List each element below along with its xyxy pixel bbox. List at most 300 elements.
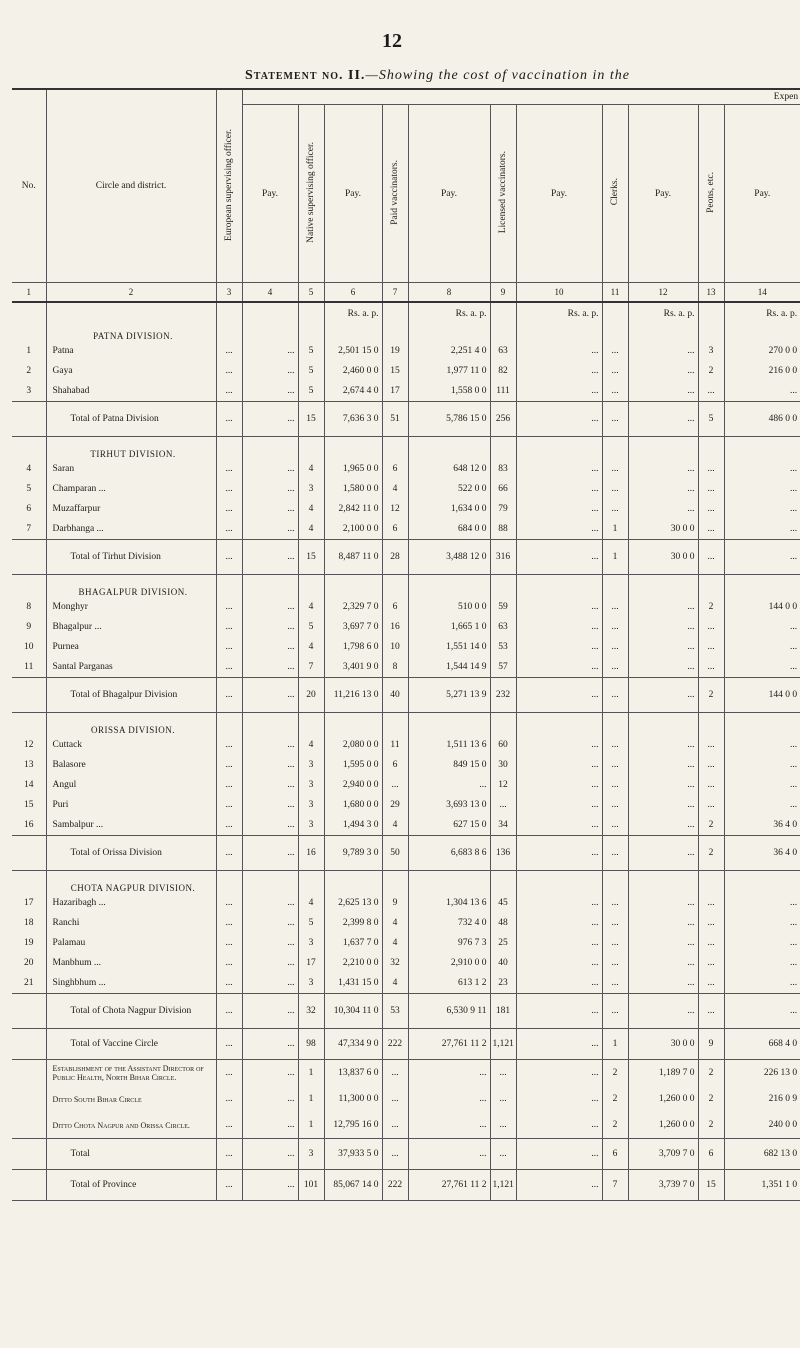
row-number: 21 (24, 978, 34, 988)
value-c11: 2 (602, 1060, 628, 1087)
value-c6: 12,795 16 0 (324, 1112, 382, 1139)
empty-cell (382, 575, 408, 598)
empty-cell (408, 575, 490, 598)
unit-label: Rs. a. p. (516, 302, 602, 319)
value-c12: ... (628, 953, 698, 973)
empty-cell (602, 871, 628, 894)
value-c9: 30 (490, 755, 516, 775)
value-c9: 60 (490, 735, 516, 755)
value-c8: 5,786 15 0 (408, 402, 490, 437)
value-c3: ... (216, 1086, 242, 1112)
value-c5: 5 (298, 361, 324, 381)
value-c5: 7 (298, 657, 324, 678)
value-c5: 16 (298, 836, 324, 871)
value-c7: 222 (382, 1170, 408, 1201)
value-c10: ... (516, 994, 602, 1029)
value-c3: ... (216, 775, 242, 795)
province-total-row (12, 1170, 800, 1201)
value-c8: 522 0 0 (408, 479, 490, 499)
value-c12: ... (628, 815, 698, 836)
value-c14: ... (724, 755, 800, 775)
value-c6: 9,789 3 0 (324, 836, 382, 871)
value-c14: ... (724, 973, 800, 994)
value-c12: ... (628, 795, 698, 815)
column-number: 2 (46, 283, 216, 303)
value-c5: 3 (298, 795, 324, 815)
value-c6: 2,940 0 0 (324, 775, 382, 795)
empty-cell (602, 713, 628, 736)
value-c7: 16 (382, 617, 408, 637)
row-number: 14 (24, 780, 34, 790)
value-c8: ... (408, 1112, 490, 1139)
empty-cell (242, 713, 298, 736)
row-number (12, 1112, 46, 1139)
empty-cell (602, 319, 628, 341)
value-c8: 684 0 0 (408, 519, 490, 540)
value-c4: ... (242, 933, 298, 953)
value-c4: ... (242, 657, 298, 678)
value-c10: ... (516, 933, 602, 953)
district-name: Total of Orissa Division (46, 836, 216, 871)
value-c14: ... (724, 617, 800, 637)
value-c4: ... (242, 1139, 298, 1170)
row-number (12, 871, 46, 894)
row-number (12, 402, 46, 437)
value-c8: 1,551 14 0 (408, 637, 490, 657)
value-c8: 2,251 4 0 (408, 341, 490, 361)
district-row (12, 953, 800, 973)
division-heading-row (12, 437, 800, 460)
empty-cell (242, 871, 298, 894)
row-number: 16 (24, 820, 34, 830)
row-number (12, 437, 46, 460)
value-c12: ... (628, 459, 698, 479)
district-row (12, 479, 800, 499)
value-c6: 1,580 0 0 (324, 479, 382, 499)
value-c7: 53 (382, 994, 408, 1029)
value-c9: 23 (490, 973, 516, 994)
value-c8: 732 4 0 (408, 913, 490, 933)
value-c7: 29 (382, 795, 408, 815)
value-c7: 8 (382, 657, 408, 678)
district-name: Champaran ... (46, 479, 216, 499)
column-number: 10 (516, 283, 602, 303)
value-c4: ... (242, 775, 298, 795)
value-c7: 51 (382, 402, 408, 437)
value-c5: 15 (298, 402, 324, 437)
value-c14: 240 0 0 (724, 1112, 800, 1139)
value-c12: ... (628, 994, 698, 1029)
value-c8: 613 1 2 (408, 973, 490, 994)
header-expenditure: Expen (242, 89, 800, 105)
header-native-officer: Native supervising officer. (298, 105, 324, 283)
value-c8: ... (408, 1086, 490, 1112)
value-c6: 2,329 7 0 (324, 597, 382, 617)
empty-cell (382, 713, 408, 736)
empty-cell (724, 871, 800, 894)
row-number (12, 713, 46, 736)
district-row (12, 499, 800, 519)
district-name: Purnea (46, 637, 216, 657)
value-c11: ... (602, 953, 628, 973)
value-c11: ... (602, 913, 628, 933)
value-c8: 27,761 11 2 (408, 1029, 490, 1060)
value-c9: 136 (490, 836, 516, 871)
value-c4: ... (242, 973, 298, 994)
value-c10: ... (516, 1029, 602, 1060)
value-c12: ... (628, 657, 698, 678)
empty-cell (724, 575, 800, 598)
value-c8: 976 7 3 (408, 933, 490, 953)
value-c11: ... (602, 402, 628, 437)
value-c12: 3,739 7 0 (628, 1170, 698, 1201)
value-c6: 2,501 15 0 (324, 341, 382, 361)
value-c5: 4 (298, 499, 324, 519)
value-c9: 63 (490, 341, 516, 361)
empty-cell (698, 713, 724, 736)
district-row (12, 381, 800, 402)
unit-label: Rs. a. p. (628, 302, 698, 319)
row-number: 6 (26, 504, 32, 514)
value-c13: ... (698, 499, 724, 519)
empty-cell (628, 713, 698, 736)
value-c6: 47,334 9 0 (324, 1029, 382, 1060)
value-c3: ... (216, 459, 242, 479)
value-c10: ... (516, 678, 602, 713)
value-c12: 1,260 0 0 (628, 1086, 698, 1112)
unit-label: Rs. a. p. (408, 302, 490, 319)
value-c10: ... (516, 1170, 602, 1201)
value-c10: ... (516, 479, 602, 499)
value-c13: 2 (698, 1086, 724, 1112)
empty-cell (724, 437, 800, 460)
value-c3: ... (216, 755, 242, 775)
value-c6: 2,625 13 0 (324, 893, 382, 913)
establishment-row (12, 1086, 800, 1112)
value-c7: ... (382, 775, 408, 795)
value-c11: ... (602, 973, 628, 994)
empty-cell (602, 575, 628, 598)
district-name: Shahabad (46, 381, 216, 402)
empty-cell (490, 713, 516, 736)
row-number (12, 1060, 46, 1087)
value-c3: ... (216, 973, 242, 994)
value-c9: 256 (490, 402, 516, 437)
value-c11: ... (602, 381, 628, 402)
value-c7: 4 (382, 973, 408, 994)
row-number: 2 (26, 366, 32, 376)
value-c8: 1,544 14 9 (408, 657, 490, 678)
value-c5: 5 (298, 617, 324, 637)
value-c7: ... (382, 1112, 408, 1139)
value-c4: ... (242, 836, 298, 871)
empty-cell (216, 437, 242, 460)
value-c3: ... (216, 540, 242, 575)
district-name: Establishment of the Assistant Director of Public Health, North Bihar Circle. (46, 1060, 216, 1087)
value-c3: ... (216, 913, 242, 933)
value-c14: ... (724, 775, 800, 795)
value-c5: 5 (298, 381, 324, 402)
unit-label: Rs. a. p. (724, 302, 800, 319)
value-c4: ... (242, 1112, 298, 1139)
division-total-row (12, 678, 800, 713)
value-c14: ... (724, 893, 800, 913)
value-c9: 181 (490, 994, 516, 1029)
value-c9: ... (490, 1112, 516, 1139)
value-c12: ... (628, 479, 698, 499)
value-c14: ... (724, 933, 800, 953)
district-row (12, 893, 800, 913)
value-c13: 3 (698, 341, 724, 361)
value-c3: ... (216, 735, 242, 755)
empty-cell (408, 319, 490, 341)
value-c3: ... (216, 479, 242, 499)
column-number: 5 (298, 283, 324, 303)
district-name: Saran (46, 459, 216, 479)
district-name: Angul (46, 775, 216, 795)
value-c12: ... (628, 402, 698, 437)
value-c7: ... (382, 1060, 408, 1087)
value-c8: 849 15 0 (408, 755, 490, 775)
value-c14: 216 0 9 (724, 1086, 800, 1112)
division-heading-row (12, 871, 800, 894)
district-name: Total of Chota Nagpur Division (46, 994, 216, 1029)
empty-cell (382, 437, 408, 460)
value-c3: ... (216, 1029, 242, 1060)
value-c14: ... (724, 795, 800, 815)
value-c3: ... (216, 1112, 242, 1139)
empty-cell (490, 871, 516, 894)
value-c9: 83 (490, 459, 516, 479)
value-c3: ... (216, 1170, 242, 1201)
value-c7: 6 (382, 597, 408, 617)
division-total-row (12, 994, 800, 1029)
value-c3: ... (216, 815, 242, 836)
value-c13: ... (698, 735, 724, 755)
district-name: Cuttack (46, 735, 216, 755)
value-c11: 6 (602, 1139, 628, 1170)
value-c4: ... (242, 617, 298, 637)
district-name: Santal Parganas (46, 657, 216, 678)
value-c4: ... (242, 1170, 298, 1201)
value-c14: ... (724, 637, 800, 657)
value-c5: 1 (298, 1112, 324, 1139)
value-c14: 216 0 0 (724, 361, 800, 381)
value-c9: 232 (490, 678, 516, 713)
value-c3: ... (216, 519, 242, 540)
value-c4: ... (242, 795, 298, 815)
value-c8: 648 12 0 (408, 459, 490, 479)
value-c10: ... (516, 973, 602, 994)
value-c11: ... (602, 361, 628, 381)
district-name: Manbhum ... (46, 953, 216, 973)
value-c6: 11,216 13 0 (324, 678, 382, 713)
value-c5: 3 (298, 815, 324, 836)
value-c12: ... (628, 597, 698, 617)
row-number (12, 1139, 46, 1170)
empty-cell (216, 871, 242, 894)
value-c9: 53 (490, 637, 516, 657)
value-c3: ... (216, 836, 242, 871)
row-number: 11 (24, 662, 34, 672)
value-c9: ... (490, 1139, 516, 1170)
value-c7: 17 (382, 381, 408, 402)
value-c6: 2,460 0 0 (324, 361, 382, 381)
value-c11: ... (602, 815, 628, 836)
empty-cell (628, 871, 698, 894)
district-row (12, 341, 800, 361)
district-row (12, 933, 800, 953)
value-c12: ... (628, 617, 698, 637)
district-name: Total of Patna Division (46, 402, 216, 437)
row-number (12, 994, 46, 1029)
value-c6: 1,965 0 0 (324, 459, 382, 479)
value-c6: 2,080 0 0 (324, 735, 382, 755)
header-pay-c8: Pay. (408, 105, 490, 283)
value-c9: 88 (490, 519, 516, 540)
value-c5: 1 (298, 1060, 324, 1087)
value-c9: 316 (490, 540, 516, 575)
empty-cell (408, 713, 490, 736)
value-c6: 1,637 7 0 (324, 933, 382, 953)
header-pay-c4: Pay. (242, 105, 298, 283)
row-number (12, 575, 46, 598)
value-c13: 2 (698, 836, 724, 871)
value-c6: 2,674 4 0 (324, 381, 382, 402)
district-row (12, 755, 800, 775)
value-c5: 3 (298, 933, 324, 953)
value-c12: ... (628, 893, 698, 913)
value-c5: 15 (298, 540, 324, 575)
district-name: Total of Vaccine Circle (46, 1029, 216, 1060)
value-c9: ... (490, 795, 516, 815)
value-c14: 36 4 0 (724, 815, 800, 836)
division-title: TIRHUT DIVISION. (46, 437, 216, 460)
row-number: 10 (24, 642, 34, 652)
value-c5: 3 (298, 973, 324, 994)
value-c8: 510 0 0 (408, 597, 490, 617)
division-total-row (12, 540, 800, 575)
value-c13: 2 (698, 361, 724, 381)
value-c10: ... (516, 953, 602, 973)
value-c7: 11 (382, 735, 408, 755)
district-name: Muzaffarpur (46, 499, 216, 519)
value-c3: ... (216, 597, 242, 617)
empty-cell (324, 871, 382, 894)
value-c12: ... (628, 381, 698, 402)
row-number: 4 (26, 464, 32, 474)
value-c14: ... (724, 657, 800, 678)
value-c11: 2 (602, 1086, 628, 1112)
value-c7: ... (382, 1086, 408, 1112)
value-c11: ... (602, 836, 628, 871)
value-c4: ... (242, 479, 298, 499)
empty-cell (242, 437, 298, 460)
district-name: Ditto South Bihar Circle (46, 1086, 216, 1112)
value-c6: 2,399 8 0 (324, 913, 382, 933)
value-c3: ... (216, 994, 242, 1029)
value-c11: 7 (602, 1170, 628, 1201)
value-c6: 1,494 3 0 (324, 815, 382, 836)
column-number: 7 (382, 283, 408, 303)
value-c14: 36 4 0 (724, 836, 800, 871)
value-c14: 682 13 0 (724, 1139, 800, 1170)
value-c14: ... (724, 540, 800, 575)
value-c11: ... (602, 678, 628, 713)
value-c13: 2 (698, 1060, 724, 1087)
value-c3: ... (216, 1060, 242, 1087)
division-title: ORISSA DIVISION. (46, 713, 216, 736)
value-c13: 6 (698, 1139, 724, 1170)
value-c10: ... (516, 617, 602, 637)
statement-title-prefix: Statement no. II. (245, 68, 366, 83)
value-c5: 4 (298, 519, 324, 540)
value-c3: ... (216, 657, 242, 678)
establishment-total-row (12, 1139, 800, 1170)
empty-cell (382, 871, 408, 894)
empty-cell (324, 437, 382, 460)
empty-cell (516, 575, 602, 598)
row-number (12, 540, 46, 575)
value-c6: 1,595 0 0 (324, 755, 382, 775)
value-c10: ... (516, 519, 602, 540)
district-row (12, 637, 800, 657)
value-c3: ... (216, 499, 242, 519)
column-number: 14 (724, 283, 800, 303)
value-c4: ... (242, 994, 298, 1029)
row-number: 12 (24, 740, 34, 750)
row-number: 15 (24, 800, 34, 810)
value-c12: ... (628, 735, 698, 755)
row-number (12, 678, 46, 713)
statement-title-rest: —Showing the cost of vaccination in the (365, 68, 630, 83)
column-number: 8 (408, 283, 490, 303)
value-c5: 101 (298, 1170, 324, 1201)
vaccine-circle-total-row (12, 1029, 800, 1060)
value-c10: ... (516, 341, 602, 361)
value-c9: 82 (490, 361, 516, 381)
establishment-row (12, 1060, 800, 1087)
district-row (12, 657, 800, 678)
value-c6: 13,837 6 0 (324, 1060, 382, 1087)
value-c7: 4 (382, 913, 408, 933)
value-c3: ... (216, 678, 242, 713)
value-c6: 8,487 11 0 (324, 540, 382, 575)
value-c7: 10 (382, 637, 408, 657)
empty-cell (724, 713, 800, 736)
value-c3: ... (216, 381, 242, 402)
vaccination-cost-table (12, 88, 800, 1201)
district-name: Total of Tirhut Division (46, 540, 216, 575)
value-c4: ... (242, 815, 298, 836)
value-c9: 63 (490, 617, 516, 637)
value-c4: ... (242, 459, 298, 479)
value-c4: ... (242, 1060, 298, 1087)
value-c14: 144 0 0 (724, 597, 800, 617)
value-c13: ... (698, 617, 724, 637)
value-c3: ... (216, 933, 242, 953)
value-c13: ... (698, 540, 724, 575)
district-name: Darbhanga ... (46, 519, 216, 540)
value-c8: 27,761 11 2 (408, 1170, 490, 1201)
value-c11: ... (602, 341, 628, 361)
value-c5: 98 (298, 1029, 324, 1060)
value-c13: ... (698, 459, 724, 479)
value-c4: ... (242, 678, 298, 713)
value-c4: ... (242, 953, 298, 973)
value-c12: 30 0 0 (628, 540, 698, 575)
value-c13: ... (698, 657, 724, 678)
